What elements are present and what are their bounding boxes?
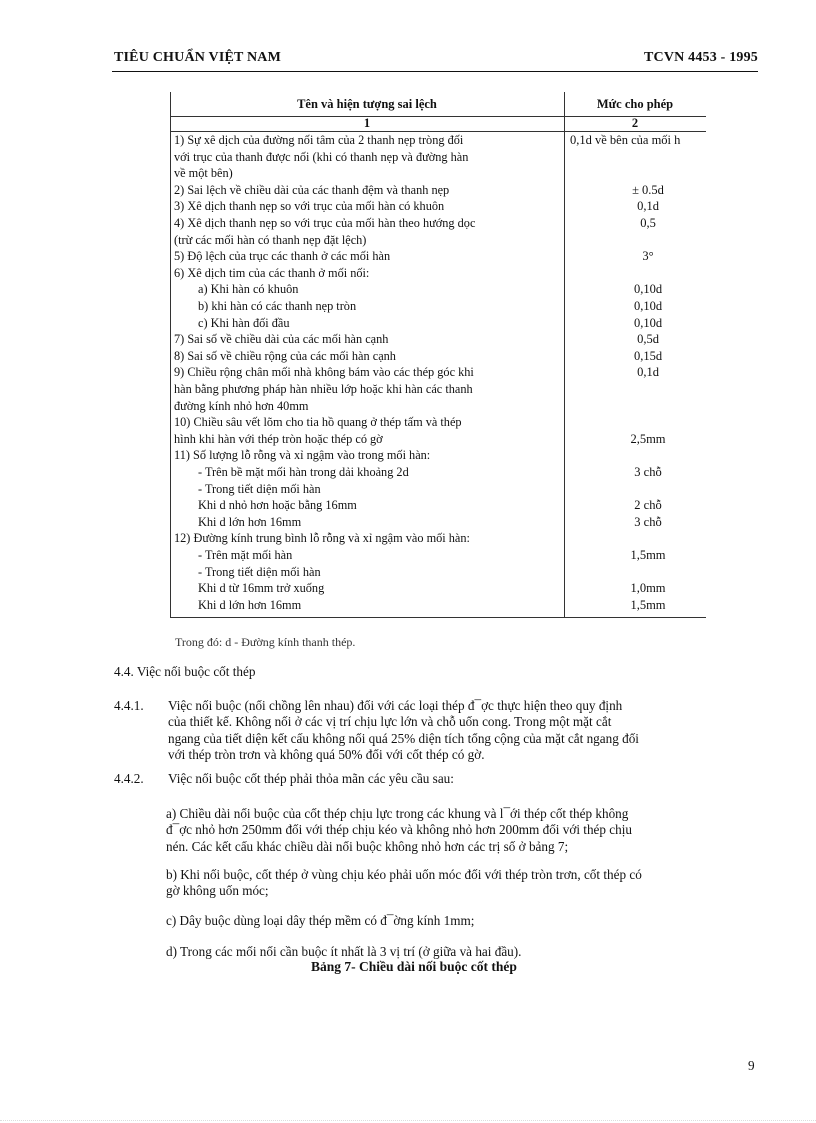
page-number: 9 xyxy=(748,1058,755,1073)
p441-line: ngang của tiết diện kết cấu không nối quá 25% diện tích tổng cộng của mặt cắt ngang đối xyxy=(168,730,639,746)
table-row-desc: c) Khi hàn đối đầu xyxy=(198,315,290,330)
table-row-desc: - Trong tiết diện mối hàn xyxy=(198,564,321,579)
table-row-value: 3 chỗ xyxy=(634,514,662,529)
table7-title: Bảng 7- Chiều dài nối buộc cốt thép xyxy=(311,959,517,974)
table-row-desc: 8) Sai số về chiều rộng của các mối hàn cạnh xyxy=(174,348,396,363)
table-row-value: 0,15d xyxy=(633,348,663,363)
table-row-value: 0,5d xyxy=(637,332,659,347)
table-row-desc: 6) Xê dịch tim của các thanh ở mối nối: xyxy=(174,265,370,280)
table-row-desc: với trục của thanh được nối (khi có thanh nẹp và đường hàn xyxy=(174,149,469,164)
table-row-value: 2 chỗ xyxy=(634,498,662,513)
p441-text xyxy=(168,698,758,763)
item-b xyxy=(166,867,758,900)
table-row-value: 0,10d xyxy=(633,315,663,330)
table-row-value: 1,5mm xyxy=(630,597,666,612)
table-row-value: 0,10d xyxy=(633,299,663,313)
item-a-line: nén. Các kết cấu khác chiều dài nối buộc không nhỏ hơn các trị số ở bảng 7; xyxy=(166,838,569,854)
table-row-desc: 2) Sai lệch về chiều dài của các thanh đệm và thanh nẹp xyxy=(174,182,450,197)
table-row-value: 3 chỗ xyxy=(634,465,662,479)
table-row-desc: a) Khi hàn có khuôn xyxy=(198,282,299,297)
table-row-desc: Khi d nhỏ hơn hoặc bằng 16mm xyxy=(198,498,357,513)
item-a-line: đ¯ợc nhỏ hơn 250mm đối với thép chịu kéo và không nhỏ hơn 200mm đối với thép chịu xyxy=(166,822,632,838)
table-row-desc: Khi d lớn hơn 16mm xyxy=(198,597,302,612)
table-row-desc: 12) Đường kính trung bình lỗ rỗng và xỉ ngậm vào mối hàn: xyxy=(174,531,470,546)
item-c: c) Dây buộc dùng loại dây thép mềm có đ¯ờng kính 1mm; xyxy=(166,913,475,928)
table-row-desc: 5) Độ lệch của trục các thanh ở các mối hàn xyxy=(174,249,391,264)
table-row-desc: 3) Xê dịch thanh nẹp so với trục của mối hàn có khuôn xyxy=(174,199,445,214)
col-number-1: 1 xyxy=(363,116,371,130)
section-heading: 4.4. Việc nối buộc cốt thép xyxy=(114,664,256,679)
table-row-value: 0,5 xyxy=(640,216,656,230)
page-edge xyxy=(0,1120,816,1121)
col-header-tolerance: Mức cho phép xyxy=(596,97,674,111)
table-row-desc: (trừ các mối hàn có thanh nẹp đặt lệch) xyxy=(174,232,367,247)
item-d: d) Trong các mối nối cần buộc ít nhất là 3 vị trí (ở giữa và hai đầu). xyxy=(166,944,522,959)
table-row-desc: 1) Sự xê dịch của đường nối tâm của 2 thanh nẹp tròng đối xyxy=(174,133,464,147)
table-row-desc: - Trên mặt mối hàn xyxy=(198,548,293,562)
table-row-value: 3° xyxy=(642,249,654,264)
p441-line: của thiết kế. Không nối ở các vị trí chịu lực lớn và chỗ uốn cong. Trong một mặt cắt xyxy=(168,714,612,730)
table-col-divider xyxy=(564,92,565,618)
table-row-desc: 4) Xê dịch thanh nẹp so với trục của mối hàn theo hướng dọc xyxy=(174,216,476,230)
table-row-desc: 9) Chiều rộng chân mối nhà không bám vào các thép góc khi xyxy=(174,365,474,380)
p441-line: với thép tròn trơn và không quá 50% đối với cốt thép có gờ. xyxy=(168,746,485,762)
header-left: TIÊU CHUẨN VIỆT NAM xyxy=(114,50,282,65)
table-row-desc: b) khi hàn có các thanh nẹp tròn xyxy=(198,299,357,313)
table-border-left xyxy=(170,92,171,618)
table-row-desc: - Trên bề mặt mối hàn trong dải khoảng 2d xyxy=(198,465,409,479)
table-note: Trong đó: d - Đường kính thanh thép. xyxy=(175,635,356,649)
p441-line: Việc nối buộc (nối chồng lên nhau) đối với các loại thép đ¯ợc thực hiện theo quy định xyxy=(168,698,623,713)
header-right: TCVN 4453 - 1995 xyxy=(643,50,758,65)
header-rule xyxy=(112,71,758,72)
table-row-desc: 7) Sai số về chiều dài của các mối hàn cạnh xyxy=(174,332,389,347)
table-row-desc: 11) Số lượng lỗ rỗng và xỉ ngậm vào trong mối hàn: xyxy=(174,448,431,463)
col-number-2: 2 xyxy=(631,116,639,130)
table-row-desc: Khi d từ 16mm trở xuống xyxy=(198,581,325,596)
item-b-line: b) Khi nối buộc, cốt thép ở vùng chịu kéo phải uốn móc đối với thép tròn trơn, cốt thép có xyxy=(166,867,642,882)
table-row-value: 2,5mm xyxy=(630,431,666,446)
table-row-value: 0,1d về bên của mối h xyxy=(570,133,681,147)
p442-text: Việc nối buộc cốt thép phải thỏa mãn các yêu cầu sau: xyxy=(168,771,454,786)
table-row-desc: - Trong tiết diện mối hàn xyxy=(198,481,321,496)
table-row-desc: về một bên) xyxy=(174,166,233,181)
p442-number: 4.4.2. xyxy=(114,771,144,786)
table-row-desc: hình khi hàn với thép tròn hoặc thép có gờ xyxy=(174,431,383,446)
table-row-desc: 10) Chiều sâu vết lõm cho tia hồ quang ở thép tấm và thép xyxy=(174,415,462,430)
item-a-line: a) Chiều dài nối buộc của cốt thép chịu lực trong các khung và l¯ới thép cốt thép không xyxy=(166,806,629,821)
table-row-value: 0,10d xyxy=(633,282,663,297)
table-row-value: 1,0mm xyxy=(630,581,666,596)
table-bottom-rule xyxy=(170,617,706,618)
table-row-desc: Khi d lớn hơn 16mm xyxy=(198,514,302,529)
deviation-table xyxy=(170,92,706,618)
table-row-desc: hàn bằng phương pháp hàn nhiều lớp hoặc khi hàn các thanh xyxy=(174,382,473,396)
table-row-value: 0,1d xyxy=(637,199,659,214)
item-b-line: gờ không uốn móc; xyxy=(166,883,269,899)
col-header-name: Tên và hiện tượng sai lệch xyxy=(297,97,437,111)
table-row-value: ± 0.5d xyxy=(632,182,664,197)
table-row-desc: đường kính nhỏ hơn 40mm xyxy=(174,398,309,413)
item-a xyxy=(166,806,758,855)
table-row-value: 0,1d xyxy=(637,365,659,380)
p441-number: 4.4.1. xyxy=(114,698,144,713)
table-row-value: 1,5mm xyxy=(630,548,666,562)
